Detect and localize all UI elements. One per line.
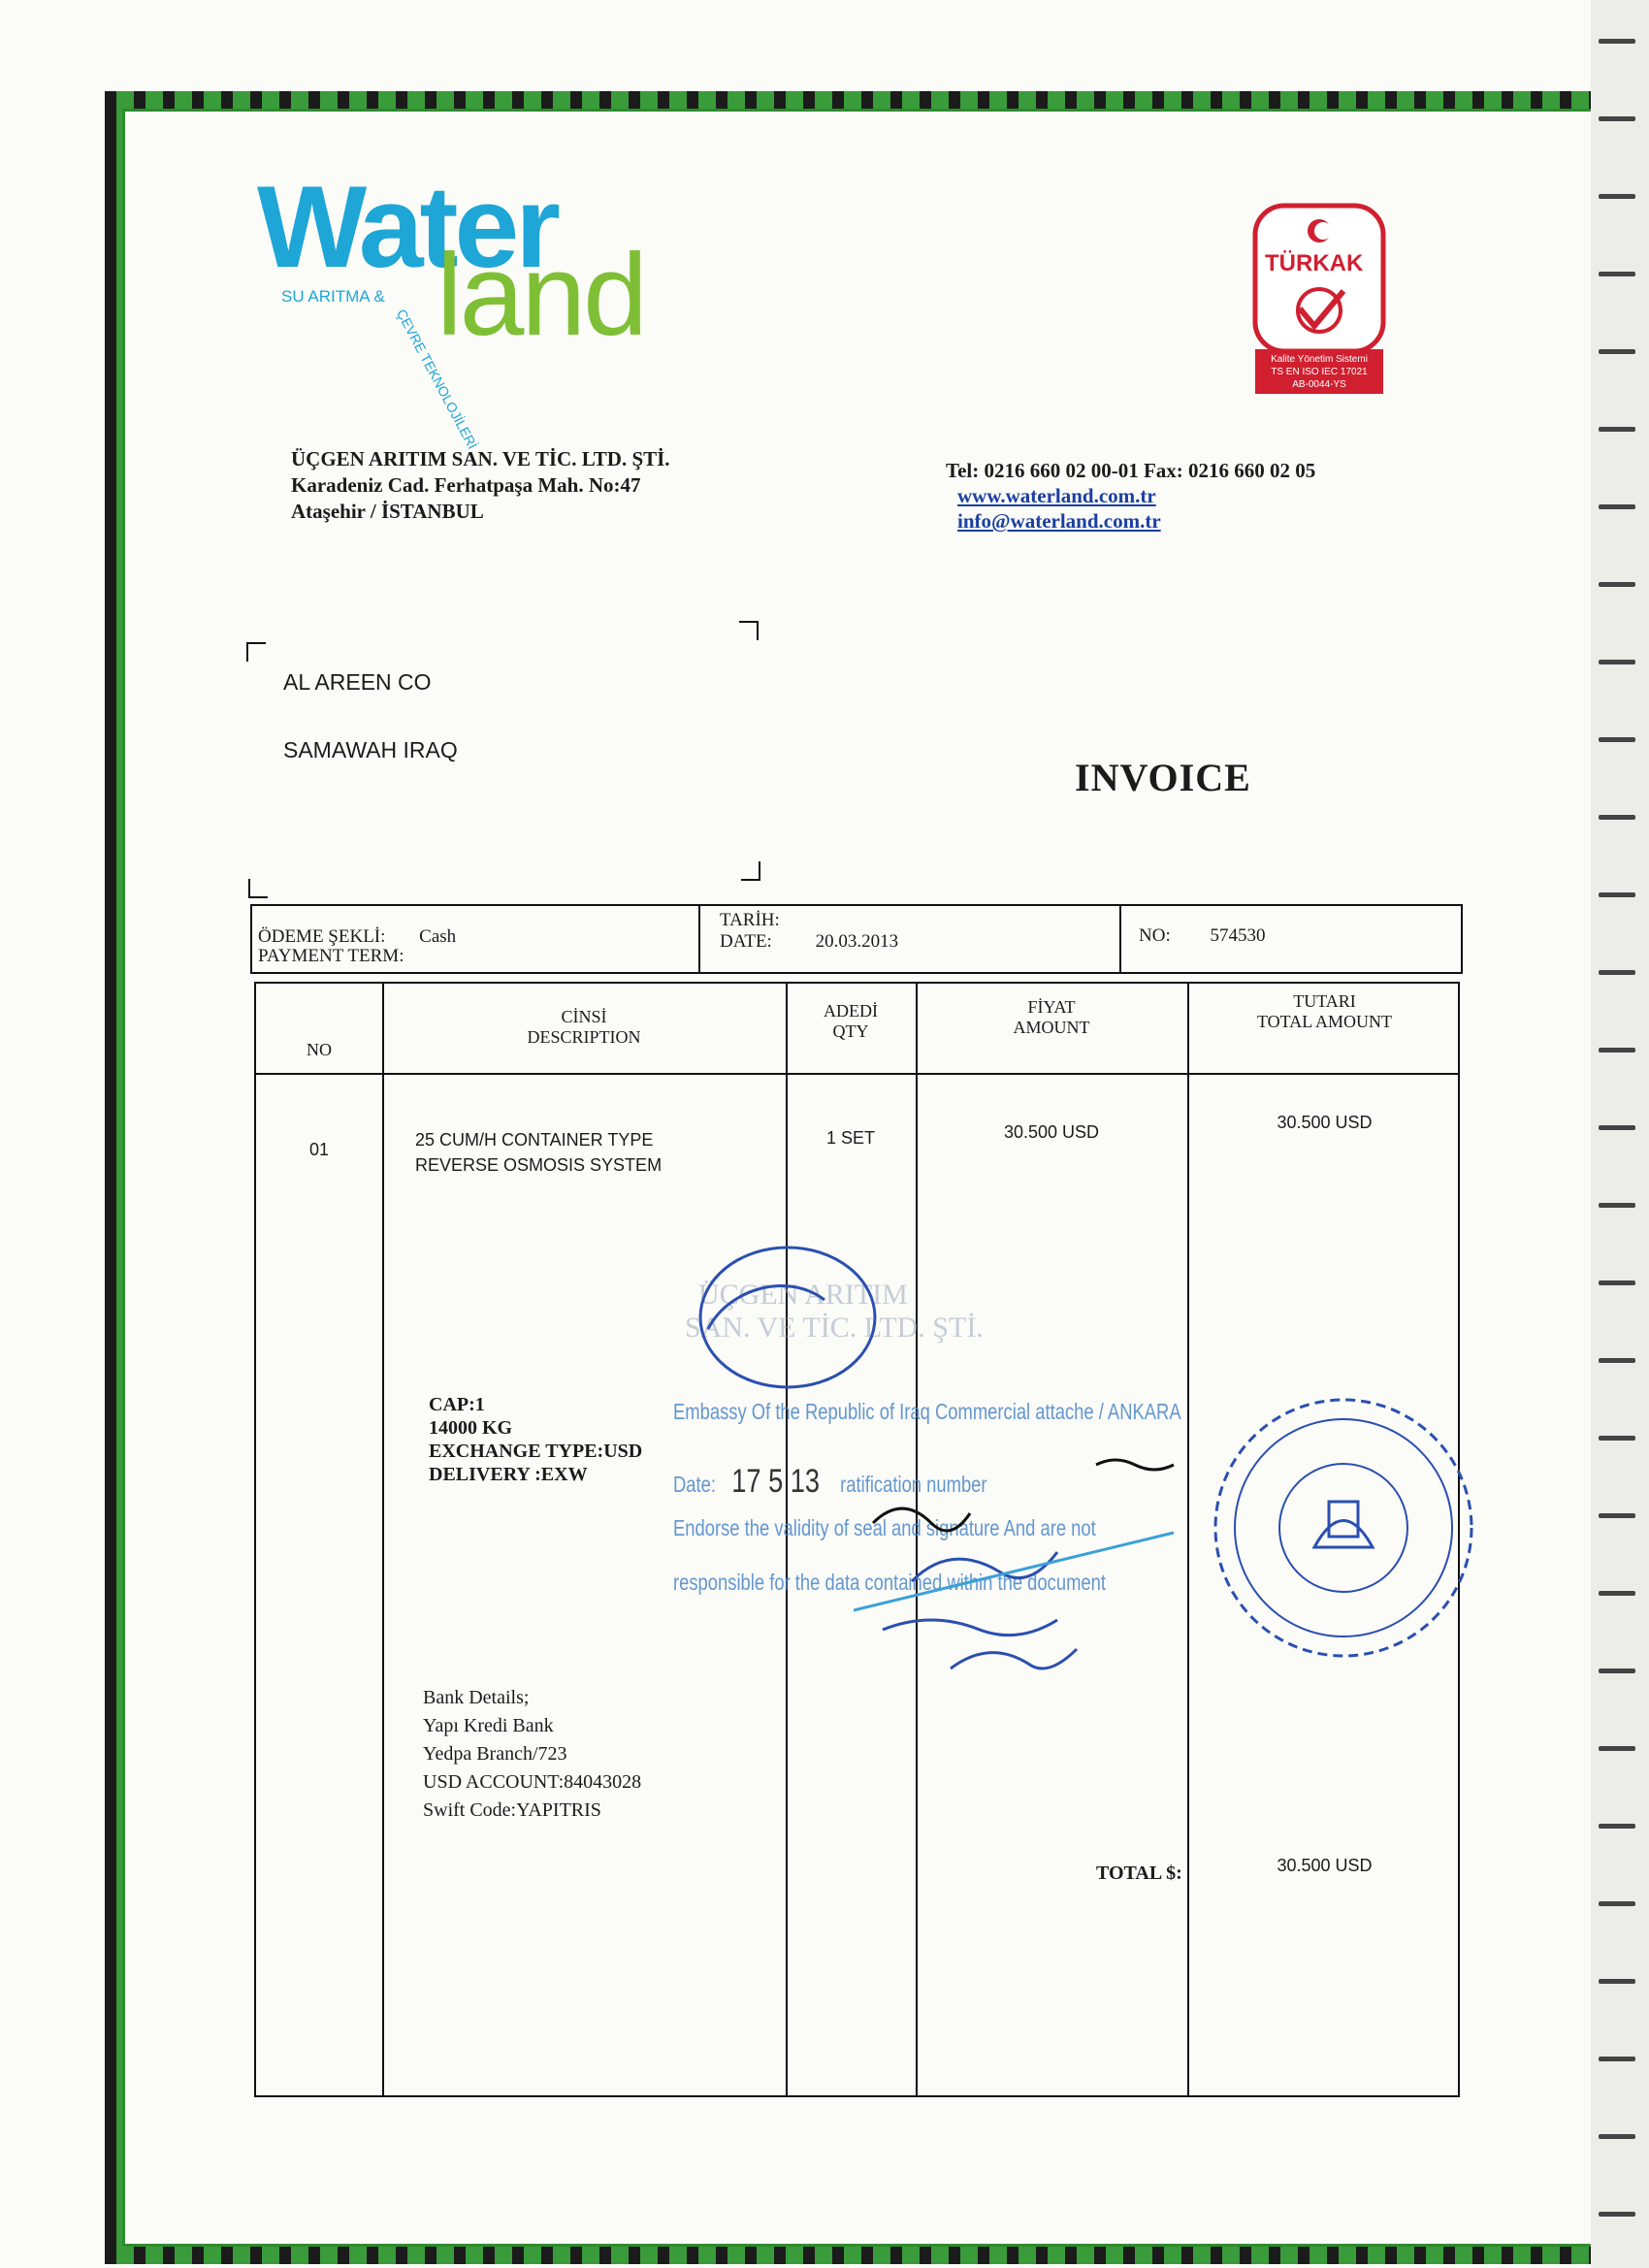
logo-word-water: Water [257,162,557,292]
binder-ring [1599,1203,1635,1208]
item-description [415,1127,662,1178]
contact-telfax: Tel: 0216 660 02 00-01 Fax: 0216 660 02 05 [946,459,1316,482]
date-cell [699,905,1120,973]
payment-value: Cash [419,926,457,947]
item-qty: 1 SET [825,1128,876,1148]
header-no: NO [307,1040,332,1059]
binder-ring [1599,194,1635,199]
corner-mark [248,879,268,898]
website-link[interactable]: www.waterland.com.tr [957,484,1156,507]
item-no: 01 [308,1140,330,1159]
bank-line: Bank Details; [423,1687,530,1708]
binder-ring [1599,1901,1635,1906]
cert-line-3: AB-0044-YS [1292,379,1346,390]
header-description [382,1007,786,1048]
binder-ring [1599,582,1635,587]
total-value: 30.500 USD [1277,1856,1373,1875]
binder-ring [1599,737,1635,742]
bank-line: Yapı Kredi Bank [423,1715,554,1736]
binder-ring [1599,272,1635,276]
date-label-tr: TARİH: [720,910,780,930]
turkak-cert-badge [1251,202,1387,396]
binder-ring [1599,1513,1635,1518]
embassy-stamp-line-1: Embassy Of the Republic of Iraq Commercial attache / ANKARA [673,1399,1181,1424]
company-stamp-line-1: ÜÇGEN ARITIM [698,1279,908,1311]
header-amount-tr: FİYAT [1027,997,1076,1017]
ratification-label: ratification number [840,1472,987,1497]
logo-tagline-curved: ÇEVRE TEKNOLOJİLERİ [393,307,481,452]
header-total-en: TOTAL AMOUNT [1256,1012,1393,1031]
column-divider [382,984,384,2095]
binder-ring [1599,892,1635,897]
embassy-stamp-line-3: Endorse the validity of seal and signature And are not [673,1515,1096,1540]
signature-icon [669,1232,922,1407]
spec-line: 14000 KG [429,1417,513,1439]
binder-ring [1599,1824,1635,1829]
item-amount: 30.500 USD [1003,1122,1100,1142]
spec-line: DELIVERY :EXW [429,1464,588,1485]
header-divider [256,1073,1458,1075]
header-total [1187,991,1462,1032]
contact-info [946,458,1315,534]
binder-ring [1599,970,1635,975]
cert-line-2: TS EN ISO IEC 17021 [1271,367,1368,377]
payment-label-tr: ÖDEME ŞEKLİ: [258,926,386,947]
turkak-details [1259,353,1379,391]
header-amount-en: AMOUNT [1013,1018,1090,1037]
binder-ring [1599,815,1635,820]
company-address-2: Ataşehir / İSTANBUL [291,500,484,523]
payment-label-en: PAYMENT TERM: [258,946,404,966]
embassy-date-label: Date: [673,1472,716,1497]
company-stamp-line-2: SAN. VE TİC. LTD. ŞTİ. [685,1312,984,1344]
binder-ring [1599,1591,1635,1596]
binder-ring [1599,2057,1635,2061]
binder-ring [1599,427,1635,432]
header-amount [916,997,1187,1038]
corner-mark [246,642,266,662]
binder-ring [1599,116,1635,121]
bank-details [423,1684,641,1825]
binder-ring [1599,349,1635,354]
embassy-seal-icon [1203,1387,1484,1669]
item-desc-line-1: 25 CUM/H CONTAINER TYPE [415,1130,654,1150]
header-qty-en: QTY [832,1021,869,1041]
header-desc-en: DESCRIPTION [527,1027,641,1047]
binder-ring [1599,1280,1635,1285]
recipient-name: AL AREEN CO [283,669,432,695]
terms-table [250,904,1463,974]
embassy-date-handwritten: 17 5 13 [731,1463,821,1500]
total-label: TOTAL $: [1096,1863,1182,1884]
binder-ring [1599,1358,1635,1363]
binder-edge [1591,0,1649,2268]
bank-line: Swift Code:YAPITRIS [423,1799,601,1821]
spec-line: EXCHANGE TYPE:USD [429,1441,643,1462]
binder-ring [1599,1125,1635,1130]
cert-line-1: Kalite Yönetim Sistemi [1271,354,1368,365]
binder-ring [1599,1746,1635,1751]
company-info [291,446,670,525]
embassy-stamp-line-4: responsible for the data contained within the document [673,1570,1106,1595]
company-name: ÜÇGEN ARITIM SAN. VE TİC. LTD. ŞTİ. [291,447,670,470]
email-link[interactable]: info@waterland.com.tr [957,509,1161,533]
date-value: 20.03.2013 [815,931,899,952]
payment-term-cell [251,905,699,973]
turkak-name: TÜRKAK [1265,250,1364,276]
binder-ring [1599,660,1635,664]
binder-ring [1599,2134,1635,2139]
invoice-title: INVOICE [1075,756,1251,799]
company-address-1: Karadeniz Cad. Ferhatpaşa Mah. No:47 [291,473,641,497]
binder-ring [1599,1979,1635,1984]
item-specs [429,1393,642,1486]
header-desc-tr: CİNSİ [561,1007,607,1026]
logo-word-land: land [436,230,645,360]
binder-ring [1599,504,1635,509]
date-label-en: DATE: [720,931,772,952]
binder-ring [1599,39,1635,44]
corner-mark [741,861,760,881]
binder-ring [1599,1436,1635,1441]
logo-tagline: SU ARITMA & [281,287,385,306]
recipient-location: SAMAWAH IRAQ [283,737,458,762]
bank-line: Yedpa Branch/723 [423,1743,567,1765]
spec-line: CAP:1 [429,1394,485,1415]
corner-mark [739,621,759,640]
header-qty [786,1001,916,1042]
item-total: 30.500 USD [1277,1113,1373,1132]
item-desc-line-2: REVERSE OSMOSIS SYSTEM [415,1155,663,1175]
no-value: 574530 [1210,925,1266,946]
binder-ring [1599,1669,1635,1673]
no-label: NO: [1139,925,1171,946]
invoice-no-cell [1120,905,1462,973]
handwritten-signature-icon [854,1436,1222,1766]
header-qty-tr: ADEDİ [824,1001,878,1021]
binder-ring [1599,1048,1635,1053]
bank-line: USD ACCOUNT:84043028 [423,1771,642,1793]
header-total-tr: TUTARI [1293,991,1356,1011]
binder-ring [1599,2212,1635,2217]
